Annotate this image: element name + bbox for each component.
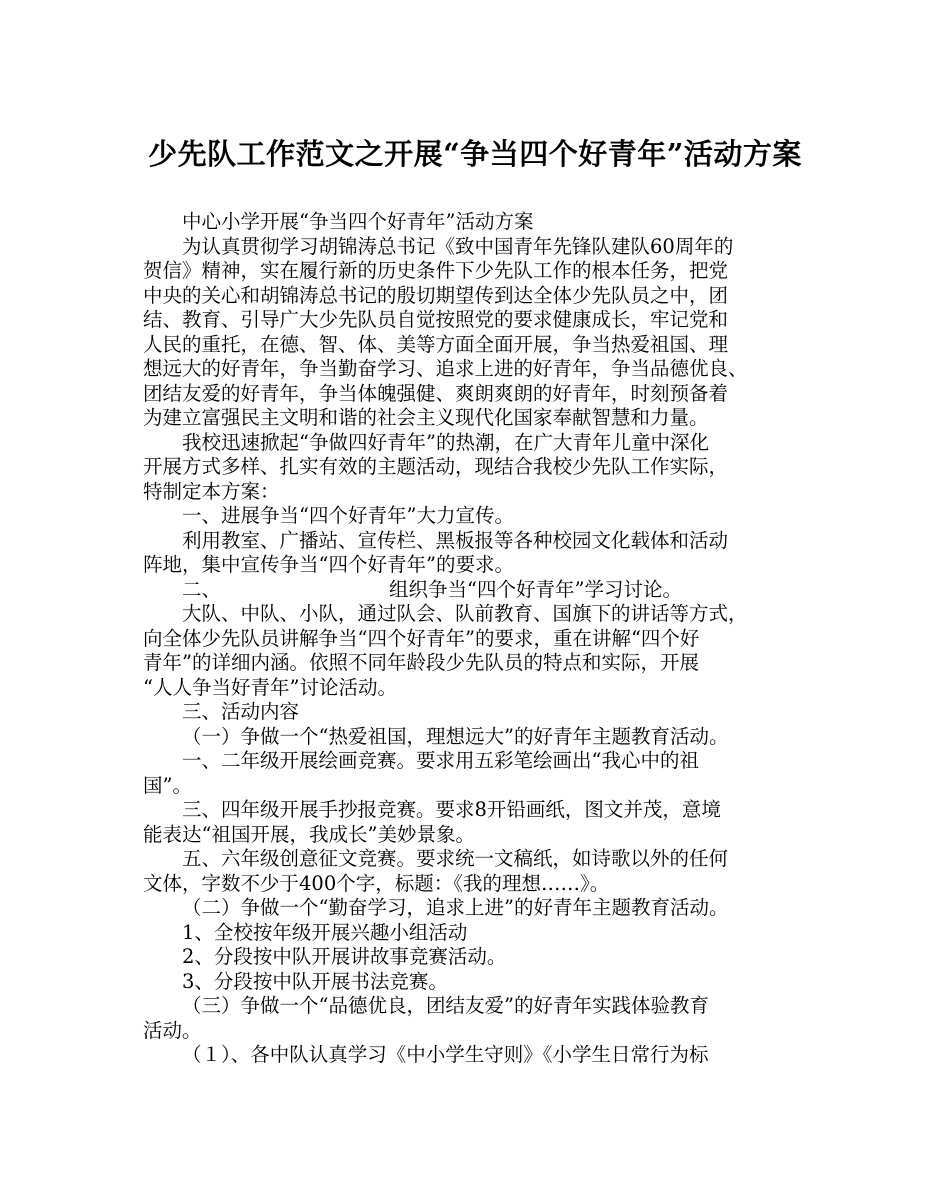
section-heading: 三、活动内容 (182, 700, 300, 723)
paragraph-line: 利用教室、广播站、宣传栏、黑板报等各种校园文化载体和活动 (182, 528, 729, 552)
paragraph-line: 活动。 (143, 1018, 202, 1042)
list-item: 2、分段按中队开展讲故事竞赛活动。 (182, 945, 507, 968)
paragraph-line: 能表达“祖国开展，我成长”美妙景象。 (143, 822, 475, 846)
paragraph-line: 大队、中队、小队，通过队会、队前教育、国旗下的讲话等方式， (182, 602, 748, 625)
paragraph-line: 国”。 (143, 773, 192, 797)
paragraph-line: 五、六年级创意征文竞赛。要求统一文稿纸，如诗歌以外的任何 (182, 847, 729, 870)
paragraph-line: 贺信》精神，实在履行新的历史条件下少先队工作的根本任务，把党 (143, 259, 729, 282)
paragraph-line: 三、四年级开展手抄报竞赛。要求8开铅画纸，图文并茂，意境 (182, 798, 721, 821)
section-heading (143, 578, 815, 603)
section-number: 二、 (182, 577, 222, 601)
paragraph-line: 人民的重托，在德、智、体、美等方面全面开展，争当热爱祖国、理 (143, 332, 729, 356)
paragraph-line: 开展方式多样、扎实有效的主题活动，现结合我校少先队工作实际， (143, 455, 729, 478)
document-title: 少先队工作范文之开展“争当四个好青年”活动方案 (148, 137, 802, 171)
paragraph-line: 阵地，集中宣传争当“四个好青年”的要求。 (143, 553, 514, 576)
paragraph-line: 我校迅速掀起“争做四好青年”的热潮，在广大青年儿童中深化 (182, 430, 709, 454)
paragraph-line: 为建立富强民主文明和谐的社会主义现代化国家奉献智慧和力量。 (143, 406, 709, 429)
paragraph-line: “人人争当好青年”讨论活动。 (143, 675, 397, 699)
section-heading-text: 组织争当“四个好青年”学习讨论。 (389, 577, 682, 601)
paragraph-line: 特制定本方案： (143, 479, 280, 503)
subsection-heading: （一）争做一个“热爱祖国，理想远大”的好青年主题教育活动。 (182, 724, 729, 748)
paragraph-line: 想远大的好青年，争当勤奋学习、追求上进的好青年，争当品德优良、 (143, 357, 748, 380)
subsection-heading: （二）争做一个“勤奋学习，追求上进”的好青年主题教育活动。 (182, 896, 729, 919)
paragraph-line: 文体，字数不少于400个字，标题：《我的理想……》。 (143, 871, 610, 895)
paragraph-line: 向全体少先队员讲解争当“四个好青年”的要求，重在讲解“四个好 (143, 626, 700, 650)
paragraph-line: 一、二年级开展绘画竞赛。要求用五彩笔绘画出“我心中的祖 (182, 749, 699, 772)
paragraph-line: 为认真贯彻学习胡锦涛总书记《致中国青年先锋队建队60周年的 (182, 234, 734, 258)
list-item: 1、全校按年级开展兴趣小组活动 (182, 920, 468, 944)
paragraph-line: 结、教育、引导广大少先队员自觉按照党的要求健康成长，牢记党和 (143, 308, 729, 331)
subsection-heading: （三）争做一个“品德优良，团结友爱”的好青年实践体验教育 (182, 994, 709, 1017)
paragraph-line: 中心小学开展“争当四个好青年”活动方案 (182, 210, 534, 233)
list-item: 3、分段按中队开展书法竞赛。 (182, 969, 448, 993)
paragraph-line: 中央的关心和胡锦涛总书记的殷切期望传到达全体少先队员之中，团 (143, 283, 729, 307)
paragraph-line: 青年”的详细内涵。依照不同年龄段少先队员的特点和实际，开展 (143, 651, 699, 674)
paragraph-line: 团结友爱的好青年，争当体魄强健、爽朗爽朗的好青年，时刻预备着 (143, 381, 729, 405)
section-heading: 一、进展争当“四个好青年”大力宣传。 (182, 504, 514, 527)
document-body (143, 210, 815, 1068)
list-item: （１）、各中队认真学习《中小学生守则》《小学生日常行为标 (182, 1043, 709, 1066)
